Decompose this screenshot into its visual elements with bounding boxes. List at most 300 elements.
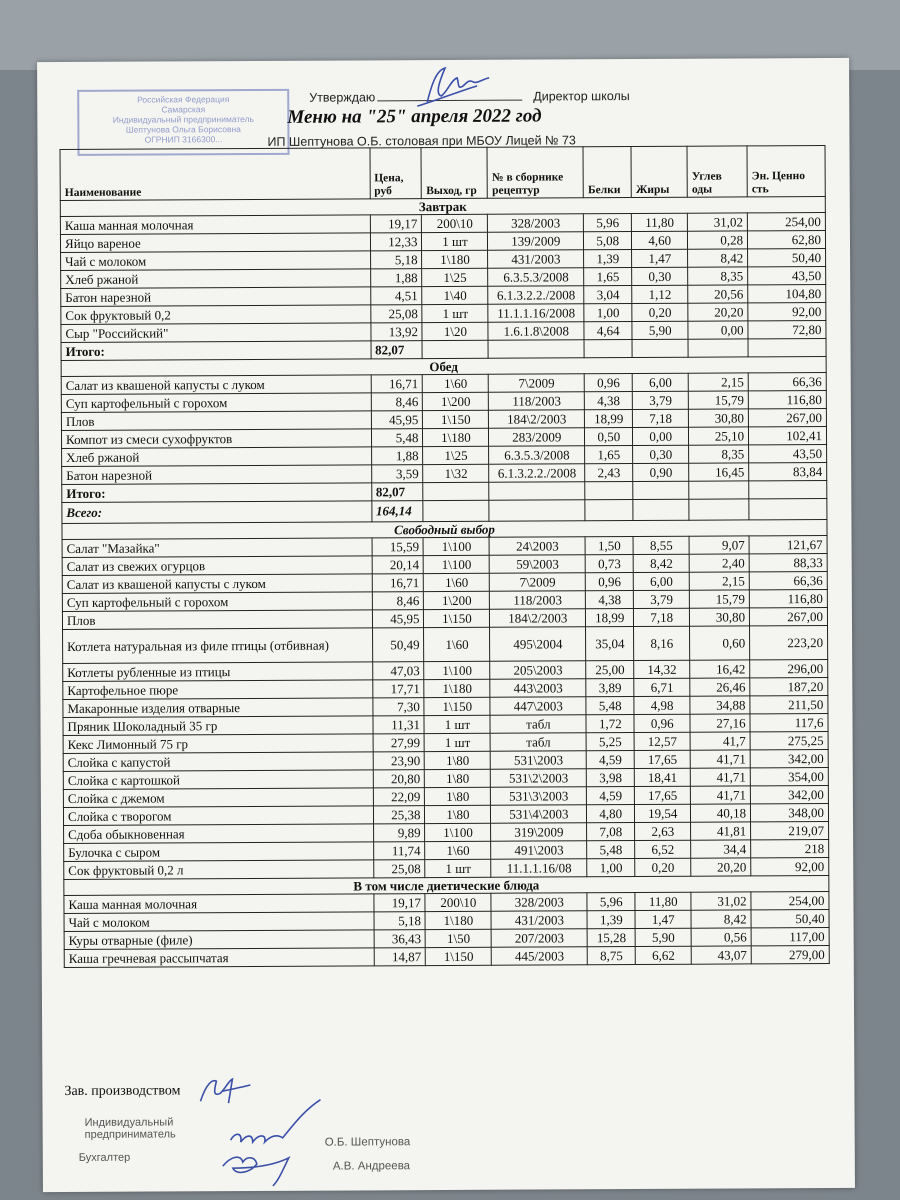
cell-fat: 6,62 bbox=[635, 946, 691, 964]
cell-yield: 1\60 bbox=[424, 573, 490, 591]
cell-name: Плов bbox=[62, 610, 372, 630]
cell-fat: 18,41 bbox=[635, 768, 691, 786]
empty-cell bbox=[423, 500, 489, 521]
cell-yield: 1\180 bbox=[422, 250, 488, 268]
cell-fat: 1,47 bbox=[635, 910, 691, 928]
cell-energy: 223,20 bbox=[750, 626, 828, 660]
cell-price: 12,33 bbox=[370, 233, 422, 251]
cell-protein: 1,65 bbox=[585, 446, 633, 464]
cell-energy: 50,40 bbox=[748, 249, 826, 267]
cell-name: Слойка с картошкой bbox=[63, 770, 373, 790]
cell-yield: 1\200 bbox=[424, 591, 490, 609]
cell-fat: 11,80 bbox=[635, 892, 691, 910]
cell-energy: 104,80 bbox=[748, 285, 826, 303]
cell-yield: 200\10 bbox=[425, 893, 491, 911]
cell-yield: 1\180 bbox=[424, 679, 490, 697]
cell-protein: 5,96 bbox=[584, 214, 632, 232]
cell-fat: 4,60 bbox=[632, 231, 688, 249]
cell-energy: 267,00 bbox=[750, 608, 828, 626]
cell-energy: 354,00 bbox=[750, 768, 828, 786]
col-yield: Выход, гр bbox=[421, 147, 487, 198]
cell-yield: 1\180 bbox=[423, 428, 489, 446]
cell-fat: 4,98 bbox=[634, 696, 690, 714]
cell-price: 16,71 bbox=[372, 574, 424, 592]
cell-protein: 5,25 bbox=[586, 733, 634, 751]
cell-fat: 17,65 bbox=[634, 750, 690, 768]
cell-name: Яйцо вареное bbox=[60, 233, 370, 253]
cell-energy: 296,00 bbox=[750, 660, 828, 678]
cell-energy: 116,80 bbox=[749, 590, 827, 608]
cell-carbs: 31,02 bbox=[691, 892, 751, 910]
cell-yield: 1\150 bbox=[426, 947, 492, 965]
cell-price: 8,46 bbox=[372, 592, 424, 610]
cell-protein: 18,99 bbox=[586, 609, 634, 627]
empty-cell bbox=[423, 482, 489, 500]
cell-recipe: 431/2003 bbox=[491, 911, 587, 930]
cell-protein: 1,00 bbox=[587, 859, 635, 877]
cell-price: 7,30 bbox=[372, 698, 424, 716]
cell-energy: 348,00 bbox=[751, 804, 829, 822]
cell-recipe: 495\2004 bbox=[490, 627, 586, 662]
cell-protein: 35,04 bbox=[586, 627, 634, 661]
empty-cell bbox=[584, 340, 632, 358]
cell-protein: 25,00 bbox=[586, 661, 634, 679]
menu-row bbox=[63, 626, 828, 664]
total-value: 164,14 bbox=[371, 501, 423, 522]
stamp-line: ОГРНИП 3166300... bbox=[144, 134, 223, 145]
col-energy: Эн. Ценно сть bbox=[747, 146, 825, 197]
stamp-line: Российская Федерация bbox=[137, 94, 230, 105]
cell-fat: 7,18 bbox=[634, 608, 690, 626]
cell-name: Хлеб ржаной bbox=[61, 269, 371, 289]
cell-energy: 102,41 bbox=[749, 427, 827, 445]
cell-protein: 1,65 bbox=[584, 268, 632, 286]
cell-price: 5,18 bbox=[374, 912, 426, 930]
cell-price: 45,95 bbox=[372, 610, 424, 628]
cell-fat: 6,52 bbox=[635, 840, 691, 858]
cell-carbs: 31,02 bbox=[688, 213, 748, 231]
cell-carbs: 34,88 bbox=[690, 696, 750, 714]
cell-recipe: 205\2003 bbox=[490, 661, 586, 680]
cell-energy: 43,50 bbox=[749, 445, 827, 463]
cell-name: Чай с молоком bbox=[64, 912, 374, 932]
cell-price: 20,80 bbox=[373, 770, 425, 788]
empty-cell bbox=[633, 499, 689, 520]
cell-fat: 0,90 bbox=[633, 463, 689, 481]
cell-recipe: 118/2003 bbox=[489, 392, 585, 411]
cell-recipe: 6.3.5.3/2008 bbox=[489, 446, 585, 465]
cell-energy: 267,00 bbox=[748, 409, 826, 427]
cell-name: Слойка с капустой bbox=[63, 752, 373, 772]
cell-price: 11,74 bbox=[373, 842, 425, 860]
cell-name: Куры отварные (филе) bbox=[64, 930, 374, 950]
cell-protein: 1,39 bbox=[584, 250, 632, 268]
cell-protein: 5,08 bbox=[584, 232, 632, 250]
cell-fat: 1,12 bbox=[632, 285, 688, 303]
cell-recipe: 531\2\2003 bbox=[491, 769, 587, 788]
cell-protein: 3,04 bbox=[584, 286, 632, 304]
cell-recipe: 319\2009 bbox=[491, 823, 587, 842]
cell-recipe: 184\2/2003 bbox=[489, 410, 585, 429]
cell-name: Кекс Лимонный 75 гр bbox=[63, 734, 373, 754]
cell-protein: 0,50 bbox=[585, 428, 633, 446]
cell-carbs: 0,00 bbox=[688, 321, 748, 339]
cell-name: Салат из квашеной капусты с луком bbox=[61, 375, 371, 395]
cell-fat: 0,20 bbox=[632, 303, 688, 321]
cell-energy: 43,50 bbox=[748, 267, 826, 285]
cell-yield: 1 шт bbox=[425, 733, 491, 751]
section-title: Свободный выбор bbox=[62, 520, 827, 540]
cell-name: Хлеб ржаной bbox=[62, 447, 372, 467]
cell-yield: 1\100 bbox=[424, 537, 490, 555]
cell-price: 17,71 bbox=[372, 680, 424, 698]
cell-name: Салат "Мазайка" bbox=[62, 538, 372, 558]
cell-fat: 0,00 bbox=[633, 427, 689, 445]
cell-name: Компот из смеси сухофруктов bbox=[61, 429, 371, 449]
cell-recipe: 207/2003 bbox=[491, 929, 587, 948]
cell-carbs: 0,60 bbox=[690, 626, 750, 660]
cell-recipe: 24\2003 bbox=[489, 537, 585, 556]
cell-name: Булочка с сыром bbox=[64, 842, 374, 862]
cell-name: Сдоба обыкновенная bbox=[64, 824, 374, 844]
cell-energy: 342,00 bbox=[750, 786, 828, 804]
col-recipe: № в сборнике рецептур bbox=[487, 147, 583, 199]
cell-carbs: 20,20 bbox=[691, 858, 751, 876]
cell-name: Слойка с творогом bbox=[63, 806, 373, 826]
cell-fat: 6,71 bbox=[634, 678, 690, 696]
menu-row bbox=[64, 945, 829, 967]
ip-line: Индивидуальный bbox=[84, 1116, 174, 1129]
cell-fat: 0,30 bbox=[633, 445, 689, 463]
cell-fat: 5,90 bbox=[635, 928, 691, 946]
cell-recipe: табл bbox=[490, 715, 586, 734]
cell-recipe: табл bbox=[490, 733, 586, 752]
cell-name: Сок фруктовый 0,2 л bbox=[64, 860, 374, 880]
cell-name: Суп картофельный с горохом bbox=[61, 393, 371, 413]
cell-name: Чай с молоком bbox=[61, 251, 371, 271]
cell-yield: 1\100 bbox=[424, 555, 490, 573]
director-signature bbox=[407, 62, 497, 112]
cell-yield: 1\80 bbox=[425, 751, 491, 769]
cell-carbs: 41,7 bbox=[690, 732, 750, 750]
cell-carbs: 43,07 bbox=[691, 946, 751, 964]
cell-yield: 1 шт bbox=[425, 859, 491, 877]
cell-name: Каша гречневая рассыпчатая bbox=[64, 948, 374, 968]
stamp-line: Шептунова Ольга Борисовна bbox=[125, 124, 241, 135]
empty-cell bbox=[689, 481, 749, 499]
cell-fat: 6,00 bbox=[632, 373, 688, 391]
cell-name: Котлеты рубленные из птицы bbox=[63, 662, 373, 682]
cell-name: Сок фруктовый 0,2 bbox=[61, 305, 371, 325]
cell-fat: 1,47 bbox=[632, 249, 688, 267]
cell-energy: 66,36 bbox=[748, 373, 826, 391]
cell-protein: 2,43 bbox=[585, 464, 633, 482]
cell-name: Салат из квашеной капусты с луком bbox=[62, 574, 372, 594]
cell-carbs: 9,07 bbox=[689, 536, 749, 554]
cell-energy: 72,80 bbox=[748, 321, 826, 339]
cell-name: Слойка с джемом bbox=[63, 788, 373, 808]
cell-protein: 4,64 bbox=[584, 322, 632, 340]
director-label: Директор школы bbox=[533, 89, 630, 104]
page-title: Меню на "25" апреля 2022 год bbox=[287, 105, 542, 128]
cell-carbs: 41,71 bbox=[690, 768, 750, 786]
cell-name: Плов bbox=[61, 411, 371, 431]
cell-yield: 1\25 bbox=[423, 446, 489, 464]
cell-energy: 66,36 bbox=[749, 572, 827, 590]
cell-energy: 116,80 bbox=[748, 391, 826, 409]
cell-carbs: 25,10 bbox=[689, 427, 749, 445]
cell-price: 45,95 bbox=[371, 411, 423, 429]
empty-cell bbox=[689, 499, 749, 520]
cell-price: 22,09 bbox=[373, 788, 425, 806]
menu-sheet bbox=[37, 58, 855, 1192]
cell-fat: 11,80 bbox=[632, 213, 688, 231]
cell-carbs: 8,42 bbox=[688, 249, 748, 267]
cell-fat: 19,54 bbox=[635, 804, 691, 822]
cell-protein: 7,08 bbox=[587, 823, 635, 841]
cell-price: 25,08 bbox=[370, 305, 422, 323]
cell-yield: 1\60 bbox=[425, 841, 491, 859]
cell-price: 14,87 bbox=[374, 948, 426, 966]
cell-yield: 1\80 bbox=[425, 787, 491, 805]
cell-price: 9,89 bbox=[373, 824, 425, 842]
cell-yield: 1\20 bbox=[422, 322, 488, 340]
cell-price: 23,90 bbox=[373, 752, 425, 770]
cell-name: Макаронные изделия отварные bbox=[63, 698, 373, 718]
cell-protein: 0,73 bbox=[585, 555, 633, 573]
empty-cell bbox=[749, 481, 827, 499]
cell-carbs: 15,79 bbox=[688, 391, 748, 409]
menu-body bbox=[60, 146, 829, 968]
cell-price: 1,88 bbox=[371, 447, 423, 465]
cell-fat: 0,20 bbox=[635, 858, 691, 876]
section-title: В том числе диетические блюда bbox=[64, 875, 829, 895]
cell-protein: 1,72 bbox=[586, 715, 634, 733]
cell-protein: 3,89 bbox=[586, 679, 634, 697]
cell-name: Батон нарезной bbox=[61, 287, 371, 307]
cell-price: 5,48 bbox=[371, 429, 423, 447]
cell-recipe: 445/2003 bbox=[492, 947, 588, 966]
cell-carbs: 2,15 bbox=[689, 572, 749, 590]
entrepreneur-name: О.Б. Шептунова bbox=[324, 1136, 411, 1149]
stamp-line: Самарская bbox=[161, 104, 206, 115]
cell-energy: 92,00 bbox=[748, 303, 826, 321]
header-row bbox=[60, 146, 825, 201]
empty-cell bbox=[489, 482, 585, 501]
cell-fat: 12,57 bbox=[634, 732, 690, 750]
cell-protein: 5,96 bbox=[587, 893, 635, 911]
cell-carbs: 15,79 bbox=[690, 590, 750, 608]
cell-carbs: 40,18 bbox=[691, 804, 751, 822]
empty-cell bbox=[585, 500, 633, 521]
cell-name: Суп картофельный с горохом bbox=[62, 592, 372, 612]
cell-recipe: 328/2003 bbox=[488, 214, 584, 233]
cell-carbs: 8,35 bbox=[688, 267, 748, 285]
cell-carbs: 30,80 bbox=[690, 608, 750, 626]
ip-accountant-signatures bbox=[212, 1096, 332, 1192]
cell-recipe: 6.1.3.2.2./2008 bbox=[489, 464, 585, 483]
cell-recipe: 139/2009 bbox=[488, 232, 584, 251]
cell-recipe: 531\4\2003 bbox=[491, 805, 587, 824]
accountant-name: А.В. Андреева bbox=[332, 1160, 411, 1173]
cell-price: 13,92 bbox=[370, 323, 422, 341]
cell-fat: 8,55 bbox=[633, 536, 689, 554]
cell-yield: 1\32 bbox=[423, 464, 489, 482]
cell-carbs: 0,56 bbox=[691, 928, 751, 946]
cell-name: Каша манная молочная bbox=[60, 215, 370, 235]
accountant-label: Бухгалтер bbox=[78, 1151, 131, 1164]
cell-price: 20,14 bbox=[372, 556, 424, 574]
cell-fat: 7,18 bbox=[633, 409, 689, 427]
cell-price: 36,43 bbox=[374, 930, 426, 948]
cell-price: 5,18 bbox=[370, 251, 422, 269]
cell-price: 4,51 bbox=[370, 287, 422, 305]
cell-recipe: 1.6.1.8\2008 bbox=[488, 322, 584, 341]
cell-carbs: 8,42 bbox=[691, 910, 751, 928]
cell-recipe: 531\2003 bbox=[491, 751, 587, 770]
cell-price: 16,71 bbox=[371, 375, 423, 393]
total-value: 82,07 bbox=[371, 341, 423, 359]
cell-recipe: 6.1.3.2.2./2008 bbox=[488, 286, 584, 305]
cell-yield: 1\25 bbox=[422, 268, 488, 286]
cell-energy: 254,00 bbox=[747, 213, 825, 231]
cell-fat: 3,79 bbox=[633, 391, 689, 409]
cell-name: Батон нарезной bbox=[62, 465, 372, 485]
cell-recipe: 283/2009 bbox=[489, 428, 585, 447]
cell-recipe: 184\2/2003 bbox=[490, 609, 586, 628]
cell-yield: 1\60 bbox=[424, 627, 490, 661]
cell-name: Пряник Шоколадный 35 гр bbox=[63, 716, 373, 736]
cell-name: Салат из свежих огурцов bbox=[62, 556, 372, 576]
cell-recipe: 7\2009 bbox=[489, 374, 585, 393]
cell-price: 1,88 bbox=[370, 269, 422, 287]
cell-energy: 117,6 bbox=[750, 714, 828, 732]
cell-fat: 0,96 bbox=[634, 714, 690, 732]
ip-line: предприниматель bbox=[84, 1128, 176, 1141]
empty-cell bbox=[488, 340, 584, 359]
cell-price: 25,38 bbox=[373, 806, 425, 824]
cell-protein: 1,00 bbox=[584, 304, 632, 322]
menu-table bbox=[60, 145, 830, 968]
cell-protein: 1,39 bbox=[587, 911, 635, 929]
cell-price: 27,99 bbox=[373, 734, 425, 752]
cell-yield: 1\200 bbox=[423, 392, 489, 410]
cell-carbs: 30,80 bbox=[689, 409, 749, 427]
cell-price: 11,31 bbox=[372, 716, 424, 734]
cell-protein: 15,28 bbox=[587, 929, 635, 947]
cell-energy: 211,50 bbox=[750, 696, 828, 714]
cell-yield: 1\80 bbox=[425, 805, 491, 823]
cell-yield: 200\10 bbox=[422, 214, 488, 232]
production-label: Зав. производством bbox=[64, 1083, 181, 1100]
cell-energy: 254,00 bbox=[751, 891, 829, 909]
total-label: Всего: bbox=[62, 501, 372, 524]
cell-energy: 92,00 bbox=[751, 857, 829, 875]
page-subtitle: ИП Шептунова О.Б. столовая при МБОУ Лицей № 73 bbox=[267, 133, 576, 149]
cell-yield: 1\80 bbox=[425, 769, 491, 787]
total-label: Итого: bbox=[61, 341, 371, 361]
cell-protein: 8,75 bbox=[587, 947, 635, 965]
cell-energy: 62,80 bbox=[748, 231, 826, 249]
cell-recipe: 491\2003 bbox=[491, 841, 587, 860]
section-title: Обед bbox=[61, 357, 826, 377]
cell-carbs: 2,40 bbox=[689, 554, 749, 572]
cell-fat: 2,63 bbox=[635, 822, 691, 840]
cell-carbs: 16,45 bbox=[689, 463, 749, 481]
cell-protein: 5,48 bbox=[586, 697, 634, 715]
section-title: Завтрак bbox=[60, 197, 825, 217]
cell-recipe: 531\3\2003 bbox=[491, 787, 587, 806]
cell-yield: 1 шт bbox=[422, 304, 488, 322]
cell-name: Котлета натуральная из филе птицы (отбивная) bbox=[63, 628, 373, 664]
cell-recipe: 11.1.1.16/2008 bbox=[488, 304, 584, 323]
cell-yield: 1\180 bbox=[425, 911, 491, 929]
cell-protein: 5,48 bbox=[587, 841, 635, 859]
cell-price: 3,59 bbox=[371, 465, 423, 483]
cell-carbs: 0,28 bbox=[688, 231, 748, 249]
cell-price: 8,46 bbox=[371, 393, 423, 411]
cell-price: 25,08 bbox=[373, 860, 425, 878]
cell-energy: 121,67 bbox=[749, 536, 827, 554]
cell-yield: 1\150 bbox=[424, 697, 490, 715]
empty-cell bbox=[632, 339, 688, 357]
cell-yield: 1\60 bbox=[423, 374, 489, 392]
cell-carbs: 16,42 bbox=[690, 660, 750, 678]
cell-energy: 218 bbox=[751, 839, 829, 857]
empty-cell bbox=[633, 481, 689, 499]
cell-protein: 4,38 bbox=[585, 392, 633, 410]
cell-protein: 4,59 bbox=[587, 787, 635, 805]
cell-energy: 187,20 bbox=[750, 678, 828, 696]
cell-fat: 0,30 bbox=[632, 267, 688, 285]
cell-energy: 83,84 bbox=[749, 463, 827, 481]
cell-yield: 1\100 bbox=[425, 823, 491, 841]
cell-carbs: 41,81 bbox=[691, 822, 751, 840]
cell-protein: 0,96 bbox=[584, 374, 632, 392]
cell-protein: 18,99 bbox=[585, 410, 633, 428]
empty-cell bbox=[585, 482, 633, 500]
cell-price: 15,59 bbox=[372, 538, 424, 556]
cell-energy: 275,25 bbox=[750, 732, 828, 750]
empty-cell bbox=[489, 500, 585, 522]
cell-price: 47,03 bbox=[372, 662, 424, 680]
cell-energy: 219,07 bbox=[751, 821, 829, 839]
cell-fat: 6,00 bbox=[634, 572, 690, 590]
col-protein: Белки bbox=[583, 147, 631, 198]
cell-recipe: 118/2003 bbox=[490, 591, 586, 610]
cell-carbs: 34,4 bbox=[691, 840, 751, 858]
empty-cell bbox=[749, 499, 827, 520]
cell-yield: 1\40 bbox=[422, 286, 488, 304]
cell-recipe: 7\2009 bbox=[490, 573, 586, 592]
cell-price: 19,17 bbox=[373, 894, 425, 912]
cell-yield: 1\100 bbox=[424, 661, 490, 679]
cell-recipe: 328/2003 bbox=[491, 893, 587, 912]
cell-fat: 3,79 bbox=[634, 590, 690, 608]
cell-yield: 1\50 bbox=[426, 929, 492, 947]
cell-recipe: 6.3.5.3/2008 bbox=[488, 268, 584, 287]
ip-label bbox=[85, 1116, 176, 1140]
total-label: Итого: bbox=[62, 483, 372, 503]
cell-fat: 14,32 bbox=[634, 660, 690, 678]
cell-carbs: 27,16 bbox=[690, 714, 750, 732]
cell-yield: 1 шт bbox=[422, 232, 488, 250]
cell-fat: 17,65 bbox=[635, 786, 691, 804]
cell-energy: 88,33 bbox=[749, 554, 827, 572]
cell-carbs: 26,46 bbox=[690, 678, 750, 696]
cell-carbs: 20,20 bbox=[688, 303, 748, 321]
col-name: Наименование bbox=[60, 148, 370, 201]
